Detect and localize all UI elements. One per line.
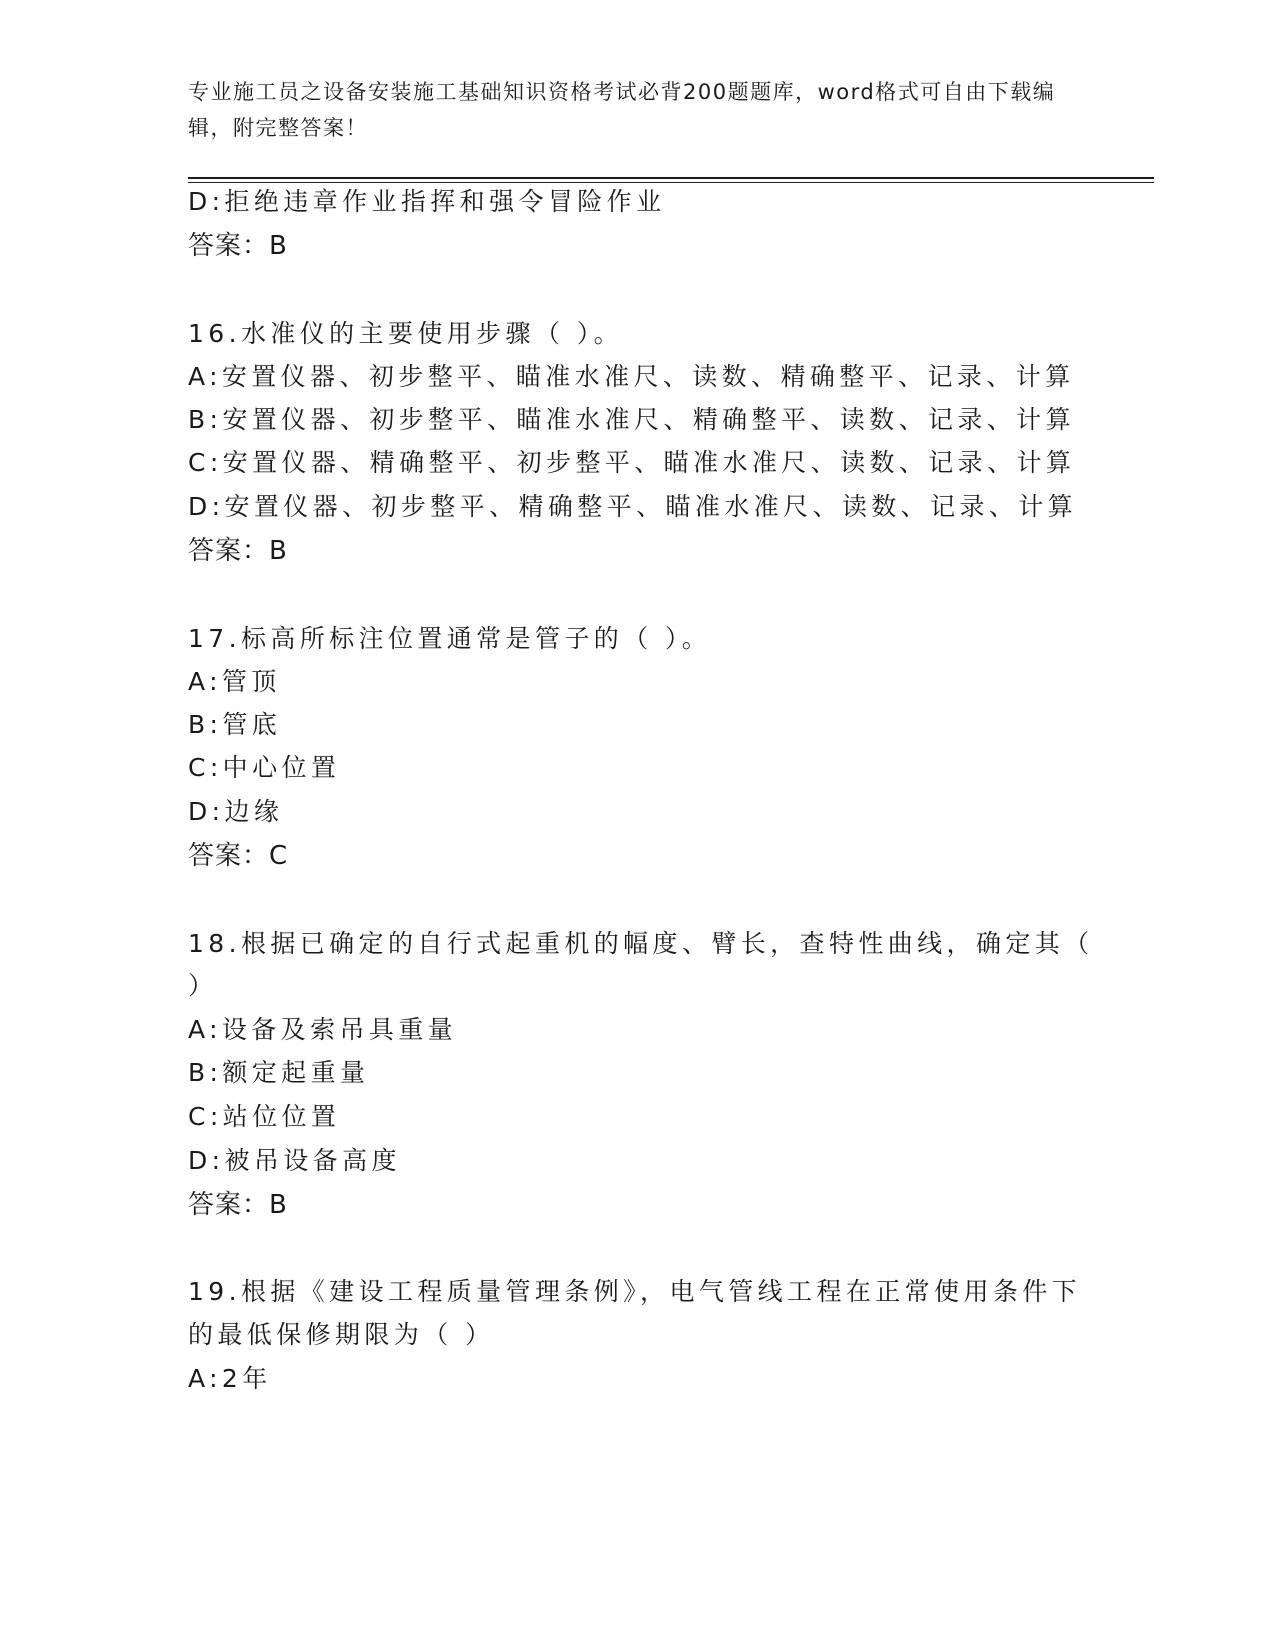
option-d: D:拒绝违章作业指挥和强令冒险作业: [188, 187, 666, 216]
question-16-answer: 答案：B: [188, 536, 288, 566]
header-divider-thick: [188, 177, 1154, 179]
question-16-option-c: C:安置仪器、精确整平、初步整平、瞄准水准尺、读数、记录、计算: [188, 448, 1076, 477]
question-17-option-b: B:管底: [188, 710, 282, 739]
question-17-option-d: D:边缘: [188, 797, 284, 826]
question-19-stem-line-2: 的最低保修期限为（ ）: [188, 1320, 495, 1349]
header-divider-thin: [188, 182, 1154, 183]
question-18-option-d: D:被吊设备高度: [188, 1146, 401, 1175]
question-16-option-a: A:安置仪器、初步整平、瞄准水准尺、读数、精确整平、记录、计算: [188, 362, 1075, 391]
question-19-stem-line-1: 19.根据《建设工程质量管理条例》，电气管线工程在正常使用条件下: [188, 1277, 1082, 1306]
question-18-option-a: A:设备及索吊具重量: [188, 1015, 458, 1044]
document-header: 专业施工员之设备安装施工基础知识资格考试必背200题题库，word格式可自由下载编辑，附完整答案！: [188, 80, 1056, 140]
question-18-option-c: C:站位位置: [188, 1102, 341, 1131]
answer: 答案：B: [188, 231, 288, 261]
question-16-stem: 16.水准仪的主要使用步骤（ ）。: [188, 319, 624, 348]
question-18-answer: 答案：B: [188, 1190, 288, 1220]
question-18-stem-line-1: 18.根据已确定的自行式起重机的幅度、臂长，查特性曲线，确定其（: [188, 929, 1094, 958]
question-17-option-c: C:中心位置: [188, 753, 341, 782]
question-18-option-b: B:额定起重量: [188, 1058, 370, 1087]
question-16-option-b: B:安置仪器、初步整平、瞄准水准尺、精确整平、读数、记录、计算: [188, 405, 1075, 434]
question-19-option-a: A:2年: [188, 1364, 272, 1393]
question-16-option-d: D:安置仪器、初步整平、精确整平、瞄准水准尺、读数、记录、计算: [188, 492, 1078, 521]
question-17-option-a: A:管顶: [188, 667, 281, 696]
question-18-stem-line-2: ）: [188, 971, 218, 1000]
question-17-stem: 17.标高所标注位置通常是管子的（ ）。: [188, 624, 712, 653]
question-17-answer: 答案：C: [188, 841, 289, 871]
